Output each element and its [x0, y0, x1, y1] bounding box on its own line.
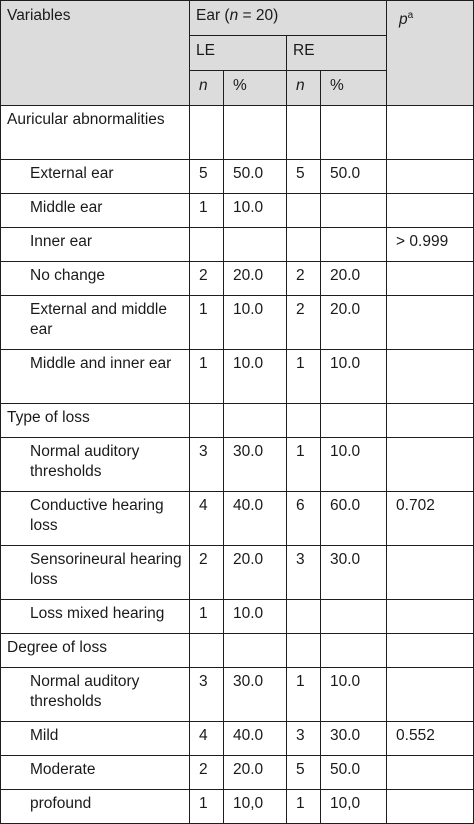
cell-le-n: 1: [190, 790, 224, 824]
cell-re-pct: [321, 194, 387, 228]
cell-re-pct: 60.0: [321, 492, 387, 546]
cell-le-pct: 20.0: [224, 546, 287, 600]
row-label: Loss mixed hearing: [1, 600, 190, 634]
cell-re-n: 5: [287, 756, 321, 790]
cell-re-pct: 20.0: [321, 262, 387, 296]
cell-le-pct: [224, 228, 287, 262]
header-ear-prefix: Ear (: [196, 7, 230, 24]
cell-le-pct: 20.0: [224, 756, 287, 790]
row-label: No change: [1, 262, 190, 296]
cell-re-pct: 50.0: [321, 756, 387, 790]
cell-p: [387, 160, 474, 194]
cell-p: [387, 546, 474, 600]
header-ear-suffix: = 20): [238, 7, 279, 24]
cell-le-n: 5: [190, 160, 224, 194]
cell-le-n: [190, 228, 224, 262]
cell-le-pct: 30.0: [224, 668, 287, 722]
cell-re-pct: 10.0: [321, 668, 387, 722]
table-row: [1, 668, 474, 722]
cell-le-n: 3: [190, 668, 224, 722]
cell-re-n: 1: [287, 438, 321, 492]
header-p-sup: a: [407, 10, 414, 21]
row-label: Conductive hearing loss: [1, 492, 190, 546]
table-row: [1, 600, 474, 634]
cell-re-n: 3: [287, 722, 321, 756]
header-ear-n: n: [229, 7, 239, 24]
cell-p: [387, 296, 474, 350]
row-label: Mild: [1, 722, 190, 756]
cell-le-n: [190, 106, 224, 160]
table-row: [1, 194, 474, 228]
cell-le-n: 1: [190, 600, 224, 634]
cell-le-pct: 20.0: [224, 262, 287, 296]
cell-re-pct: [321, 228, 387, 262]
cell-p: [387, 106, 474, 160]
cell-le-pct: 10.0: [224, 600, 287, 634]
row-label: profound: [1, 790, 190, 824]
row-label: Type of loss: [1, 404, 190, 438]
table-group-row: [1, 404, 474, 438]
cell-re-n: 6: [287, 492, 321, 546]
row-label: Sensorineural hearing loss: [1, 546, 190, 600]
cell-p: [387, 756, 474, 790]
cell-le-pct: 10,0: [224, 790, 287, 824]
cell-le-pct: 50.0: [224, 160, 287, 194]
table-row: [1, 350, 474, 404]
cell-p: 0.552: [387, 722, 474, 756]
table-body: [1, 106, 474, 824]
cell-re-n: 2: [287, 262, 321, 296]
cell-re-pct: [321, 404, 387, 438]
row-label: Normal auditory thresholds: [1, 438, 190, 492]
cell-re-n: 1: [287, 350, 321, 404]
cell-le-n: 1: [190, 194, 224, 228]
cell-p: [387, 438, 474, 492]
cell-re-n: [287, 634, 321, 668]
cell-re-n: [287, 228, 321, 262]
cell-re-pct: [321, 600, 387, 634]
cell-re-n: 3: [287, 546, 321, 600]
row-label: External ear: [1, 160, 190, 194]
cell-le-pct: [224, 634, 287, 668]
row-label: Middle ear: [1, 194, 190, 228]
table-row: [1, 296, 474, 350]
cell-p: 0.702: [387, 492, 474, 546]
cell-re-pct: 50.0: [321, 160, 387, 194]
cell-le-pct: 10.0: [224, 350, 287, 404]
cell-le-pct: 30.0: [224, 438, 287, 492]
header-re: RE: [287, 36, 387, 71]
cell-re-n: 1: [287, 790, 321, 824]
cell-p: [387, 600, 474, 634]
cell-p: > 0.999: [387, 228, 474, 262]
table-row: [1, 756, 474, 790]
cell-le-n: 4: [190, 722, 224, 756]
table-row: [1, 492, 474, 546]
cell-p: [387, 404, 474, 438]
table-row: [1, 160, 474, 194]
cell-le-n: 3: [190, 438, 224, 492]
cell-re-pct: 20.0: [321, 296, 387, 350]
cell-re-pct: [321, 634, 387, 668]
table-row: [1, 438, 474, 492]
header-re-n: n: [287, 71, 321, 106]
cell-re-pct: 10.0: [321, 350, 387, 404]
cell-re-n: [287, 600, 321, 634]
header-re-pct: %: [321, 71, 387, 106]
header-le-pct: %: [224, 71, 287, 106]
cell-le-pct: [224, 106, 287, 160]
cell-le-n: [190, 634, 224, 668]
header-variables: Variables: [1, 1, 190, 106]
header-row-1: [1, 1, 474, 36]
header-p-label: p: [399, 11, 408, 29]
row-label: Normal auditory thresholds: [1, 668, 190, 722]
cell-p: [387, 634, 474, 668]
cell-p: [387, 668, 474, 722]
cell-le-n: 2: [190, 546, 224, 600]
cell-re-n: [287, 404, 321, 438]
cell-re-n: 1: [287, 668, 321, 722]
cell-le-pct: [224, 404, 287, 438]
cell-le-pct: 40.0: [224, 722, 287, 756]
cell-le-n: 1: [190, 296, 224, 350]
cell-re-pct: [321, 106, 387, 160]
cell-le-n: [190, 404, 224, 438]
cell-le-pct: 10.0: [224, 194, 287, 228]
header-le: LE: [190, 36, 287, 71]
cell-re-n: 5: [287, 160, 321, 194]
cell-re-pct: 30.0: [321, 722, 387, 756]
cell-re-n: 2: [287, 296, 321, 350]
cell-re-pct: 10,0: [321, 790, 387, 824]
table-row: [1, 228, 474, 262]
cell-le-pct: 10.0: [224, 296, 287, 350]
row-label: Moderate: [1, 756, 190, 790]
row-label: External and middle ear: [1, 296, 190, 350]
cell-le-n: 1: [190, 350, 224, 404]
table-row: [1, 546, 474, 600]
header-ear: [190, 1, 387, 36]
row-label: Auricular abnormalities: [1, 106, 190, 160]
cell-le-n: 4: [190, 492, 224, 546]
cell-p: [387, 194, 474, 228]
cell-re-pct: 30.0: [321, 546, 387, 600]
row-label: Inner ear: [1, 228, 190, 262]
table-group-row: [1, 106, 474, 160]
table-row: [1, 722, 474, 756]
header-p: [387, 1, 474, 106]
cell-le-n: 2: [190, 756, 224, 790]
table-row: [1, 262, 474, 296]
table-row: [1, 790, 474, 824]
cell-p: [387, 790, 474, 824]
cell-re-n: [287, 194, 321, 228]
cell-re-n: [287, 106, 321, 160]
header-le-n: n: [190, 71, 224, 106]
row-label: Degree of loss: [1, 634, 190, 668]
row-label: Middle and inner ear: [1, 350, 190, 404]
table-group-row: [1, 634, 474, 668]
cell-p: [387, 350, 474, 404]
cell-le-n: 2: [190, 262, 224, 296]
cell-re-pct: 10.0: [321, 438, 387, 492]
cell-p: [387, 262, 474, 296]
cell-le-pct: 40.0: [224, 492, 287, 546]
